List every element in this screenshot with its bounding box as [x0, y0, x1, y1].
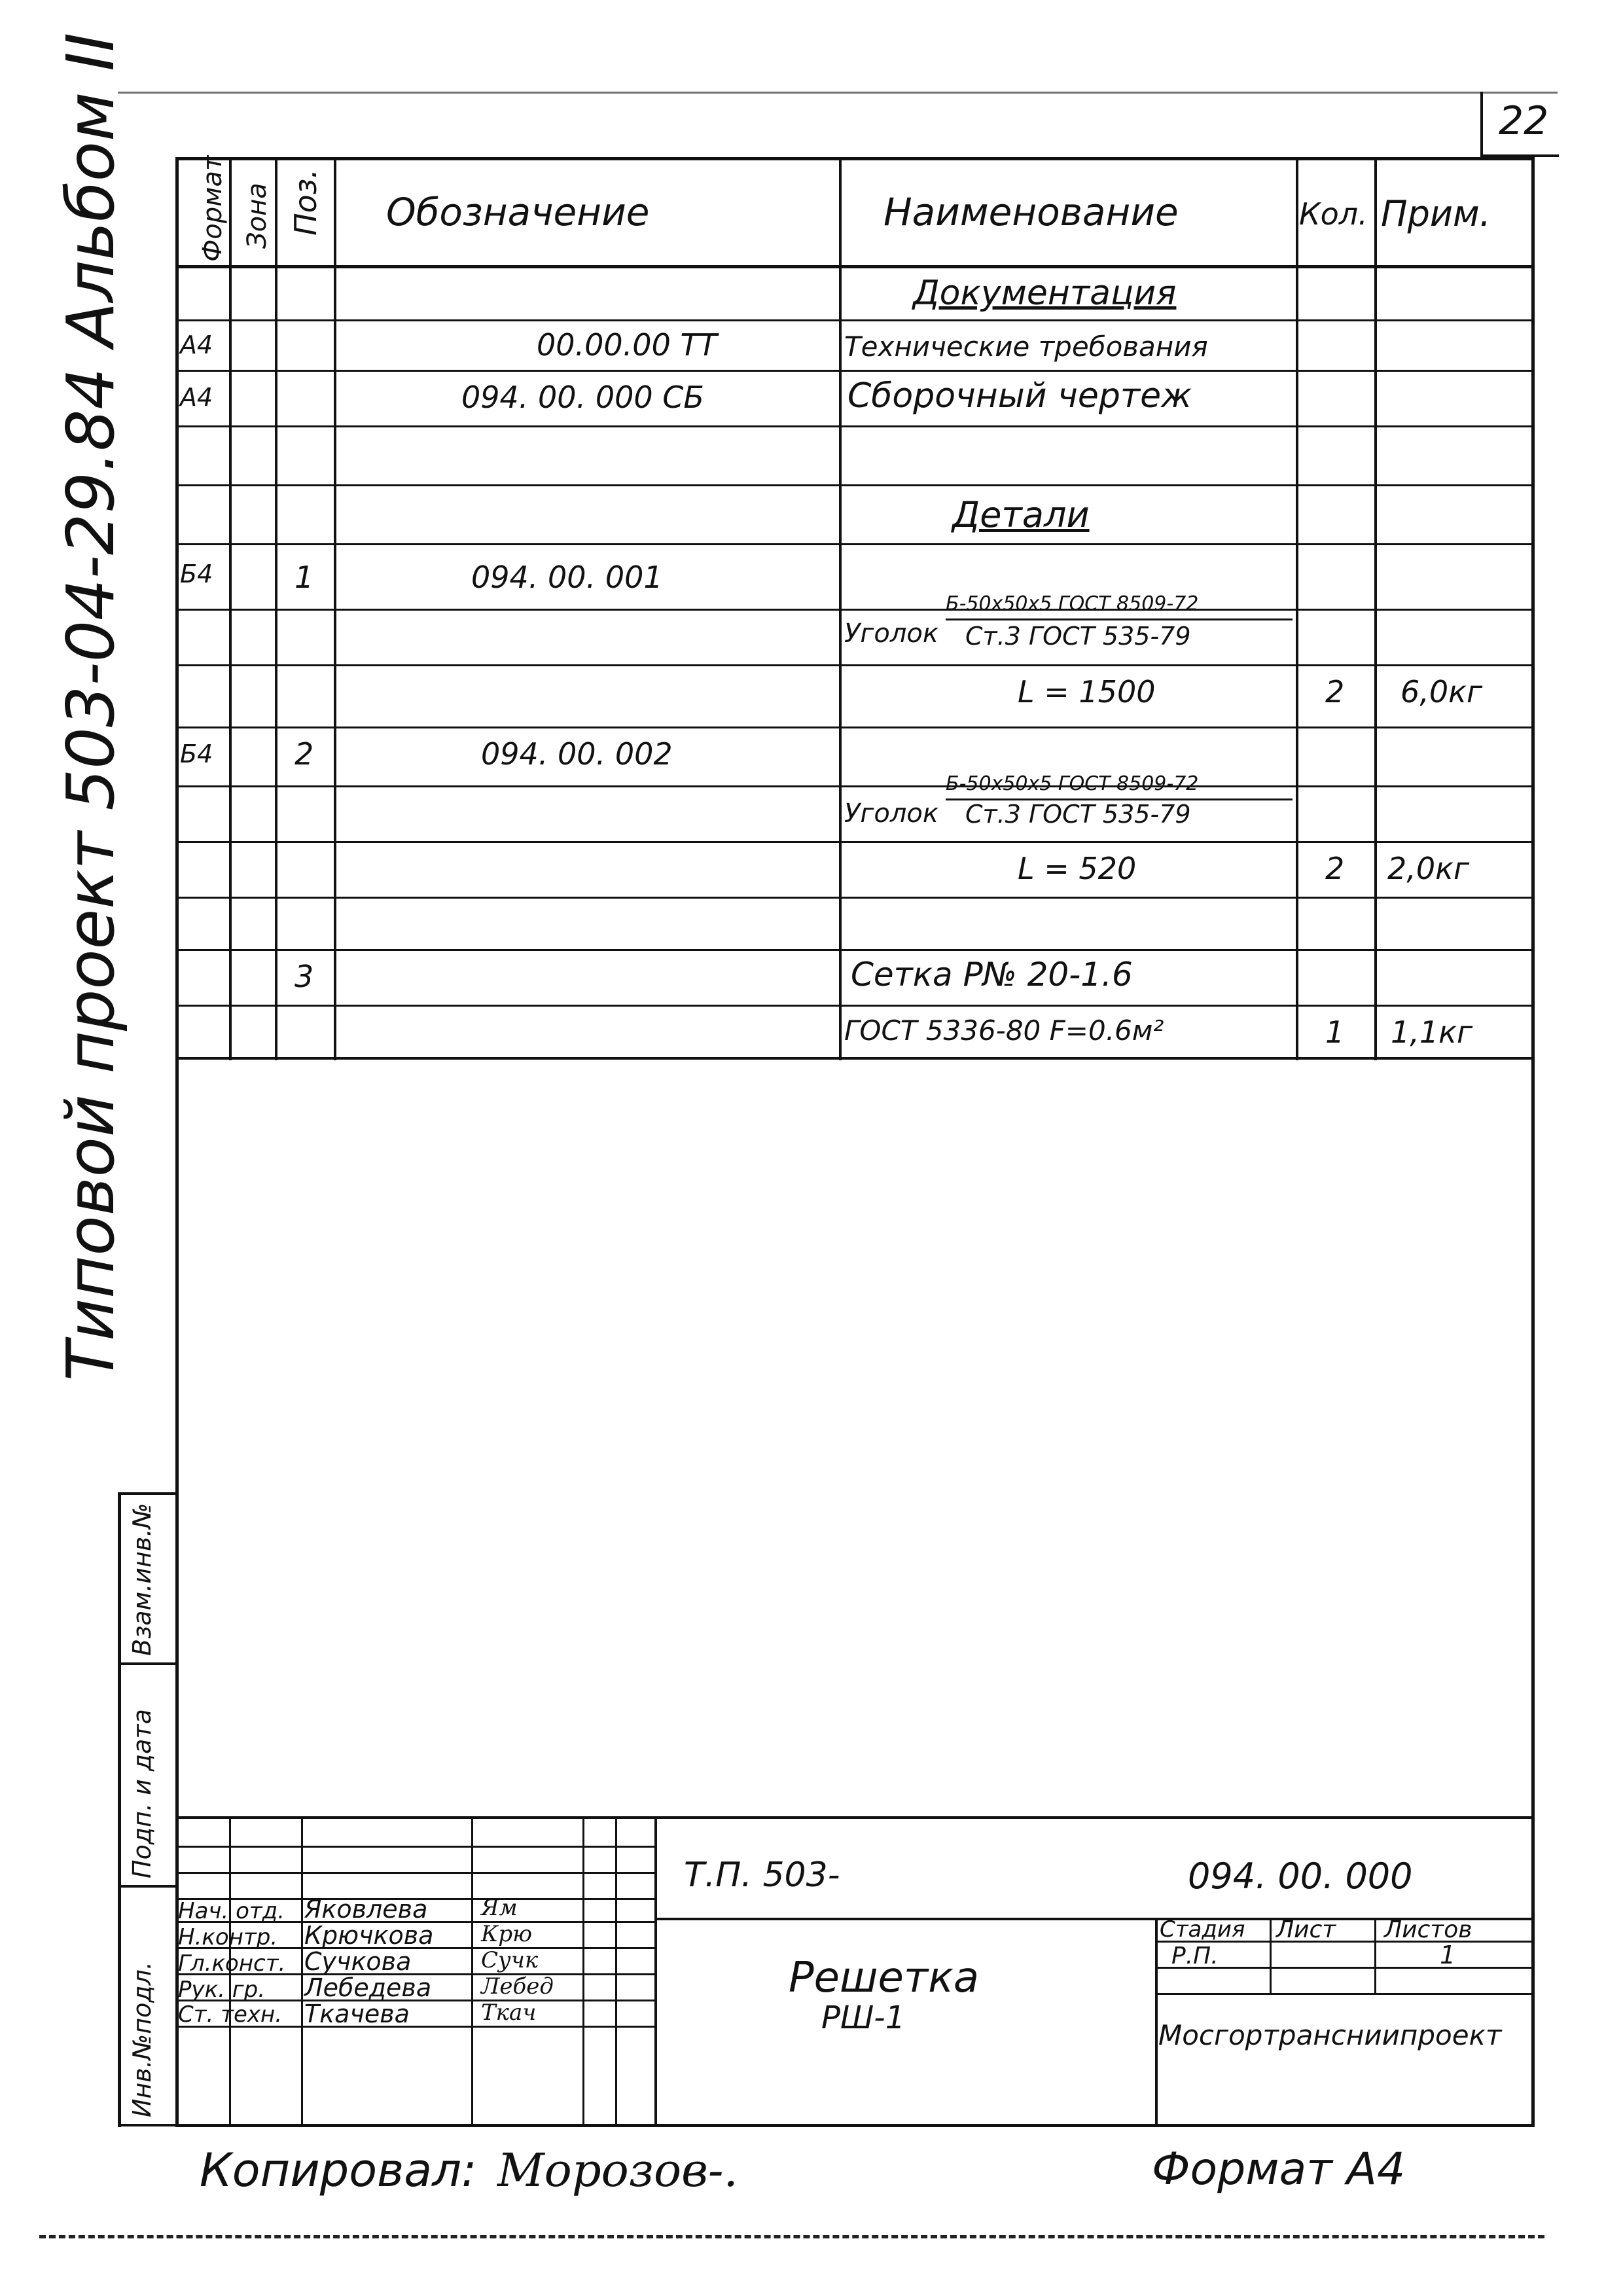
angle-spec-top: Б-50x50x5 ГОСТ 8509-72	[946, 592, 1199, 615]
drawing-designation: 094. 00. 000	[1188, 1856, 1413, 1897]
role: Ст. техн.	[178, 2001, 283, 2028]
page-number: 22	[1499, 98, 1549, 144]
signature: Крю	[481, 1921, 533, 1947]
sheets-value: 1	[1440, 1941, 1456, 1969]
row-designation: 094. 00. 000 СБ	[461, 380, 704, 415]
row-length: L = 1500	[1018, 674, 1156, 709]
copied-name: Морозов-.	[497, 2144, 738, 2197]
angle-label: Уголок	[844, 619, 939, 649]
item-code: РШ-1	[821, 2000, 906, 2036]
person-name: Сучкова	[304, 1947, 412, 1976]
angle-spec-bottom: Ст.3 ГОСТ 535-79	[965, 622, 1191, 651]
row-pos: 1	[294, 560, 314, 595]
row-name: ГОСТ 5336-80 F=0.6м²	[844, 1014, 1164, 1047]
stamp-inv-orig: Инв.№подл.	[128, 1961, 156, 2117]
row-note: 2,0кг	[1387, 851, 1470, 886]
stamp-sign-date: Подп. и дата	[128, 1709, 156, 1878]
angle-label: Уголок	[844, 798, 939, 829]
row-name: Сетка Р№ 20-1.6	[851, 956, 1133, 994]
sheet-label: Лист	[1276, 1916, 1336, 1943]
header-pos: Поз.	[288, 169, 323, 236]
organization: Мосгортрансниипроект	[1158, 2019, 1502, 2051]
row-note: 1,1кг	[1391, 1014, 1473, 1050]
row-format: А4	[180, 331, 213, 359]
role: Н.контр.	[178, 1924, 278, 1950]
person-name: Лебедева	[304, 1973, 432, 2002]
row-designation: 094. 00. 001	[471, 560, 663, 595]
row-qty: 2	[1325, 851, 1345, 886]
header-qty: Кол.	[1299, 196, 1368, 232]
header-format: Формат	[198, 155, 228, 262]
header-zone: Зона	[242, 183, 272, 249]
header-name: Наименование	[883, 190, 1179, 234]
row-length: L = 520	[1018, 851, 1137, 886]
row-pos: 3	[294, 959, 314, 994]
project-code: Т.П. 503-	[684, 1856, 840, 1895]
row-format: А4	[180, 383, 213, 412]
signature: Ткач	[481, 2000, 537, 2026]
row-designation: 094. 00. 002	[481, 736, 673, 772]
stage-value: Р.П.	[1171, 1943, 1219, 1969]
person-name: Крючкова	[304, 1921, 434, 1950]
frame-left	[175, 157, 179, 2127]
signature: Ям	[481, 1895, 518, 1921]
frame-right	[1531, 157, 1535, 2127]
row-name: Сборочный чертеж	[847, 376, 1192, 416]
role: Гл.конст.	[178, 1950, 286, 1977]
frame-bottom	[175, 2124, 1535, 2127]
role: Нач. отд.	[178, 1898, 285, 1924]
row-qty: 1	[1325, 1014, 1345, 1050]
row-name: Технические требования	[844, 331, 1208, 363]
header-note: Прим.	[1381, 193, 1491, 234]
row-qty: 2	[1325, 674, 1345, 709]
item-name: Решетка	[789, 1954, 980, 2002]
stage-label: Стадия	[1160, 1916, 1245, 1943]
header-designation: Обозначение	[386, 190, 650, 234]
row-designation: 00.00.00 ТТ	[537, 327, 717, 363]
row-note: 6,0кг	[1400, 674, 1483, 709]
section-documentation: Документация	[913, 274, 1177, 313]
sheets-label: Листов	[1384, 1916, 1472, 1943]
role: Рук. гр.	[178, 1977, 266, 2003]
person-name: Ткачева	[304, 2000, 410, 2028]
row-format: Б4	[180, 740, 213, 768]
bottom-dashed-line	[39, 2235, 1544, 2238]
angle-spec-bottom: Ст.3 ГОСТ 535-79	[965, 800, 1191, 829]
frame-top	[175, 157, 1535, 160]
side-title: Типовой проект 503-04-29.84 Альбом II	[52, 32, 129, 1381]
copied-label: Копировал:	[200, 2144, 477, 2197]
row-format: Б4	[180, 560, 213, 588]
row-pos: 2	[294, 736, 314, 772]
angle-spec-top: Б-50x50x5 ГОСТ 8509-72	[946, 772, 1199, 795]
person-name: Яковлева	[304, 1895, 428, 1924]
signature: Лебед	[481, 1973, 554, 2000]
stamp-replace-inv: Взам.инв.№	[128, 1503, 156, 1656]
format-label: Формат А4	[1152, 2144, 1406, 2195]
signature: Сучк	[481, 1947, 539, 1973]
section-details: Детали	[952, 494, 1090, 535]
